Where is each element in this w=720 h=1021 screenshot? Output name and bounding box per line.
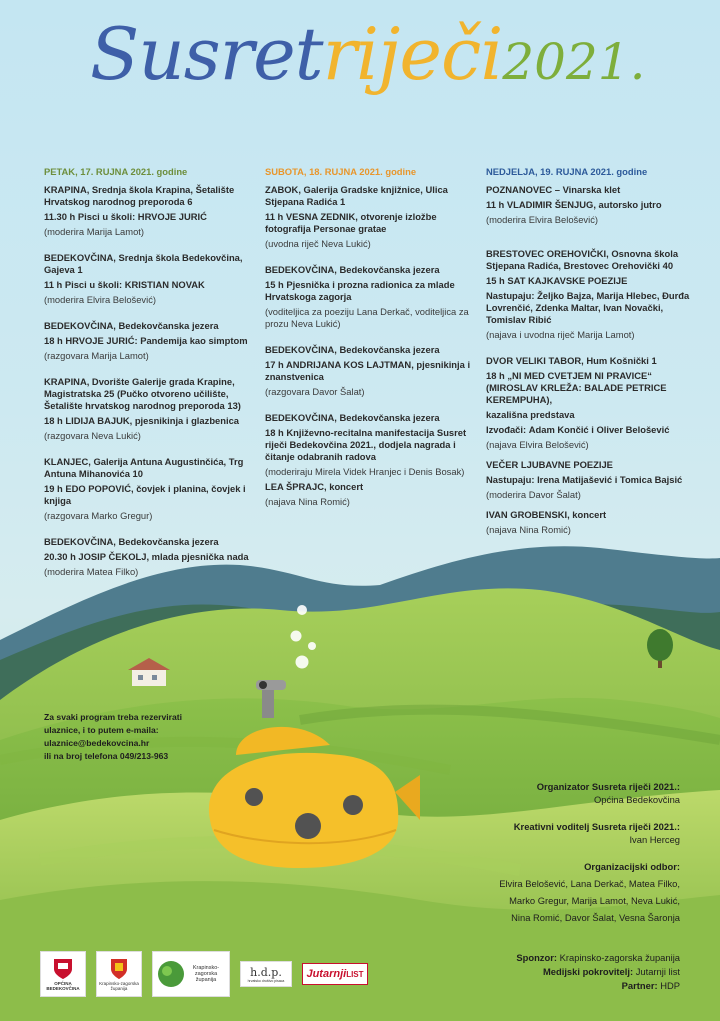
event-program: 17 h ANDRIJANA KOS LAJTMAN, pjesnikinja i znanstvenica xyxy=(265,359,471,382)
green-globe-icon xyxy=(156,959,186,989)
event-note: (razgovara Neva Lukić) xyxy=(44,430,141,441)
performers-names: Željko Bajza, Marija Hlebec, Đurđa Lovrenčić, Zdenka Maltar, Ivan Novački, Tomislav Ribić xyxy=(486,290,690,325)
event-program-concert: LEA ŠPRAJC, koncert xyxy=(265,481,364,492)
creative-label: Kreativni voditelj Susreta riječi 2021.: xyxy=(513,821,680,832)
title-part-year: 2021. xyxy=(502,33,646,91)
event-note: (najava Elvira Belošević) xyxy=(486,439,589,450)
day-heading: PETAK, 17. RUJNA 2021. godine xyxy=(44,166,188,177)
event-program: 15 h Pjesnička i prozna radionica za mlade Hrvatskoga zagorja xyxy=(265,279,455,302)
event-program: 18 h Književno-recitalna manifestacija Susret riječi Bedekovčina 2021., dodjela nagrada i čitanje odabranih radova xyxy=(265,427,467,462)
event-location: ZABOK, Galerija Gradske knjižnice, Ulica Stjepana Radića 1 xyxy=(265,184,448,207)
performers-names: Adam Končić i Oliver Belošević xyxy=(528,424,670,435)
event-program: 18 h „NI MED CVETJEM NI PRAVICE“ (MIROSLAV KRLEŽA: BALADE PETRICE KEREMPUHA), xyxy=(486,370,667,405)
hdp-logo xyxy=(240,961,292,987)
event-note: (moderira Matea Filko) xyxy=(44,566,139,577)
partner-name: HDP xyxy=(660,980,680,991)
sponsor-name: Krapinsko-zagorska županija xyxy=(559,952,680,963)
event-item xyxy=(486,184,691,226)
title-part-rijeci: riječi xyxy=(322,12,503,96)
day-heading: SUBOTA, 18. RUJNA 2021. godine xyxy=(265,166,417,177)
event-note: (razgovara Marko Gregur) xyxy=(44,510,153,521)
event-location: BEDEKOVČINA, Bedekovčanska jezera xyxy=(44,536,219,547)
event-note: (voditeljica za poeziju Lana Derkač, voditeljica za prozu Neva Lukić) xyxy=(265,306,469,329)
county-crest-icon xyxy=(109,957,129,981)
event-item xyxy=(486,355,691,451)
event-location: KRAPINA, Dvorište Galerije grada Krapine, Magistratska 25 (Pučko otvoreno učilište, Šetalište hrvatskog narodnog preporoda 13) xyxy=(44,376,241,411)
day-column-sunday xyxy=(486,166,691,550)
reservation-info xyxy=(44,711,274,763)
event-item xyxy=(44,536,254,578)
organizer-label: Organizator Susreta riječi 2021.: xyxy=(536,781,680,792)
event-location: KRAPINA, Srednja škola Krapina, Šetalište Hrvatskog narodnog preporoda 6 xyxy=(44,184,235,207)
event-item xyxy=(265,344,475,398)
logo-text: Krapinsko-zagorska županija xyxy=(99,981,139,991)
logo-text-list: LIST xyxy=(346,969,364,979)
logo-text: OPĆINA BEDEKOVČINA xyxy=(46,981,80,991)
media-name: Jutarnji list xyxy=(635,966,680,977)
event-item xyxy=(44,456,254,522)
organizer-name: Općina Bedekovčina xyxy=(594,794,680,805)
event-program: 11 h Pisci u školi: KRISTIAN NOVAK xyxy=(44,279,205,290)
event-program: 18 h HRVOJE JURIĆ: Pandemija kao simptom xyxy=(44,335,248,346)
performers-label: Izvođači: xyxy=(486,424,527,435)
committee-line: Marko Gregur, Marija Lamot, Neva Lukić, xyxy=(509,895,680,906)
event-performers xyxy=(486,474,691,486)
event-item xyxy=(44,376,254,442)
event-note: (razgovara Marija Lamot) xyxy=(44,350,149,361)
logo-text: h.d.p. xyxy=(250,965,282,979)
event-location: KLANJEC, Galerija Antuna Augustinčića, Trg Antuna Mihanovića 10 xyxy=(44,456,244,479)
sponsor-label: Sponzor: xyxy=(516,952,557,963)
event-item xyxy=(265,264,475,330)
day-column-friday xyxy=(44,166,254,592)
event-note: (najava i uvodna riječ Marija Lamot) xyxy=(486,329,635,340)
event-program: 11 h VLADIMIR ŠENJUG, autorsko jutro xyxy=(486,199,662,210)
event-item xyxy=(265,412,475,508)
event-location: BEDEKOVČINA, Bedekovčanska jezera xyxy=(265,264,440,275)
media-label: Medijski pokrovitelj: xyxy=(542,966,634,977)
county-green-logo xyxy=(152,951,230,997)
title-part-susret: Susret xyxy=(90,12,323,96)
coat-of-arms-icon xyxy=(52,957,74,981)
event-location: POZNANOVEC – Vinarska klet xyxy=(486,184,621,195)
event-item xyxy=(44,320,254,362)
event-title: VEČER LJUBAVNE POEZIJE xyxy=(486,459,613,470)
event-note: (najava Nina Romić) xyxy=(265,496,350,507)
jutarnji-list-logo xyxy=(302,963,368,985)
logo-text: Krapinsko-zagorska županija xyxy=(192,965,220,983)
committee-block xyxy=(420,860,680,924)
committee-label: Organizacijski odbor: xyxy=(584,861,680,872)
creative-block xyxy=(420,820,680,846)
logo-text: Jutarnji xyxy=(306,968,347,980)
festival-title xyxy=(90,12,690,122)
logos-row xyxy=(40,950,368,998)
reservation-line: Za svaki program treba rezervirati xyxy=(44,712,183,722)
event-program-sub: kazališna predstava xyxy=(486,409,575,420)
organization-info xyxy=(420,780,680,934)
event-program: 20.30 h JOSIP ČEKOLJ, mlada pjesnička nada xyxy=(44,551,249,562)
event-note: (uvodna riječ Neva Lukić) xyxy=(265,238,371,249)
performers-names: Irena Matijašević i Tomica Bajsić xyxy=(537,474,683,485)
event-program: 11 h VESNA ZEDNIK, otvorenje izložbe fotografija Personae gratae xyxy=(265,211,437,234)
event-performers xyxy=(486,290,691,326)
event-program: 19 h EDO POPOVIĆ, čovjek i planina, čovjek i knjiga xyxy=(44,483,246,506)
reservation-phone: ili na broj telefona 049/213-963 xyxy=(44,751,169,761)
event-note: (moderira Elvira Belošević) xyxy=(486,214,599,225)
county-logo xyxy=(96,951,142,997)
event-item xyxy=(265,184,475,250)
event-item xyxy=(486,459,691,501)
committee-line: Nina Romić, Davor Šalat, Vesna Šaronja xyxy=(511,912,680,923)
sponsors-info xyxy=(420,951,680,993)
event-item xyxy=(486,509,691,536)
event-note: (moderira Elvira Belošević) xyxy=(44,294,157,305)
event-note: (moderira Marija Lamot) xyxy=(44,226,145,237)
event-note: (najava Nina Romić) xyxy=(486,524,571,535)
reservation-email[interactable]: ulaznice@bedekovcina.hr xyxy=(44,738,150,748)
committee-line: Elvira Belošević, Lana Derkač, Matea Filko, xyxy=(499,878,680,889)
event-item xyxy=(44,184,254,238)
event-program: 11.30 h Pisci u školi: HRVOJE JURIĆ xyxy=(44,211,207,222)
event-note: (razgovara Davor Šalat) xyxy=(265,386,365,397)
day-column-saturday xyxy=(265,166,475,522)
event-program: 15 h SAT KAJKAVSKE POEZIJE xyxy=(486,275,628,286)
performers-label: Nastupaju: xyxy=(486,290,535,301)
event-item xyxy=(44,252,254,306)
performers-label: Nastupaju: xyxy=(486,474,535,485)
partner-line xyxy=(420,979,680,993)
event-performers xyxy=(486,424,691,436)
sponsor-line xyxy=(420,951,680,965)
event-location: BRESTOVEC OREHOVIČKI, Osnovna škola Stjepana Radića, Brestovec Orehovički 40 xyxy=(486,248,679,271)
partner-label: Partner: xyxy=(621,980,658,991)
day-heading: NEDJELJA, 19. RUJNA 2021. godine xyxy=(486,166,648,177)
reservation-line: ulaznice, i to putem e-maila: xyxy=(44,725,159,735)
event-note: (moderira Davor Šalat) xyxy=(486,489,581,500)
logo-subtext: hrvatsko društvo pisaca xyxy=(247,978,285,983)
event-location: BEDEKOVČINA, Bedekovčanska jezera xyxy=(265,344,440,355)
event-note: (moderiraju Mirela Videk Hranjec i Denis Bosak) xyxy=(265,466,465,477)
event-location: BEDEKOVČINA, Bedekovčanska jezera xyxy=(265,412,440,423)
creative-name: Ivan Herceg xyxy=(629,834,680,845)
event-item xyxy=(486,248,691,341)
organizer-block xyxy=(420,780,680,806)
event-location: DVOR VELIKI TABOR, Hum Košnički 1 xyxy=(486,355,657,366)
event-location: BEDEKOVČINA, Srednja škola Bedekovčina, Gajeva 1 xyxy=(44,252,243,275)
event-location: BEDEKOVČINA, Bedekovčanska jezera xyxy=(44,320,219,331)
event-program: 18 h LIDIJA BAJUK, pjesnikinja i glazbenica xyxy=(44,415,240,426)
event-title: IVAN GROBENSKI, koncert xyxy=(486,509,607,520)
media-line xyxy=(420,965,680,979)
bedekovcina-logo xyxy=(40,951,86,997)
